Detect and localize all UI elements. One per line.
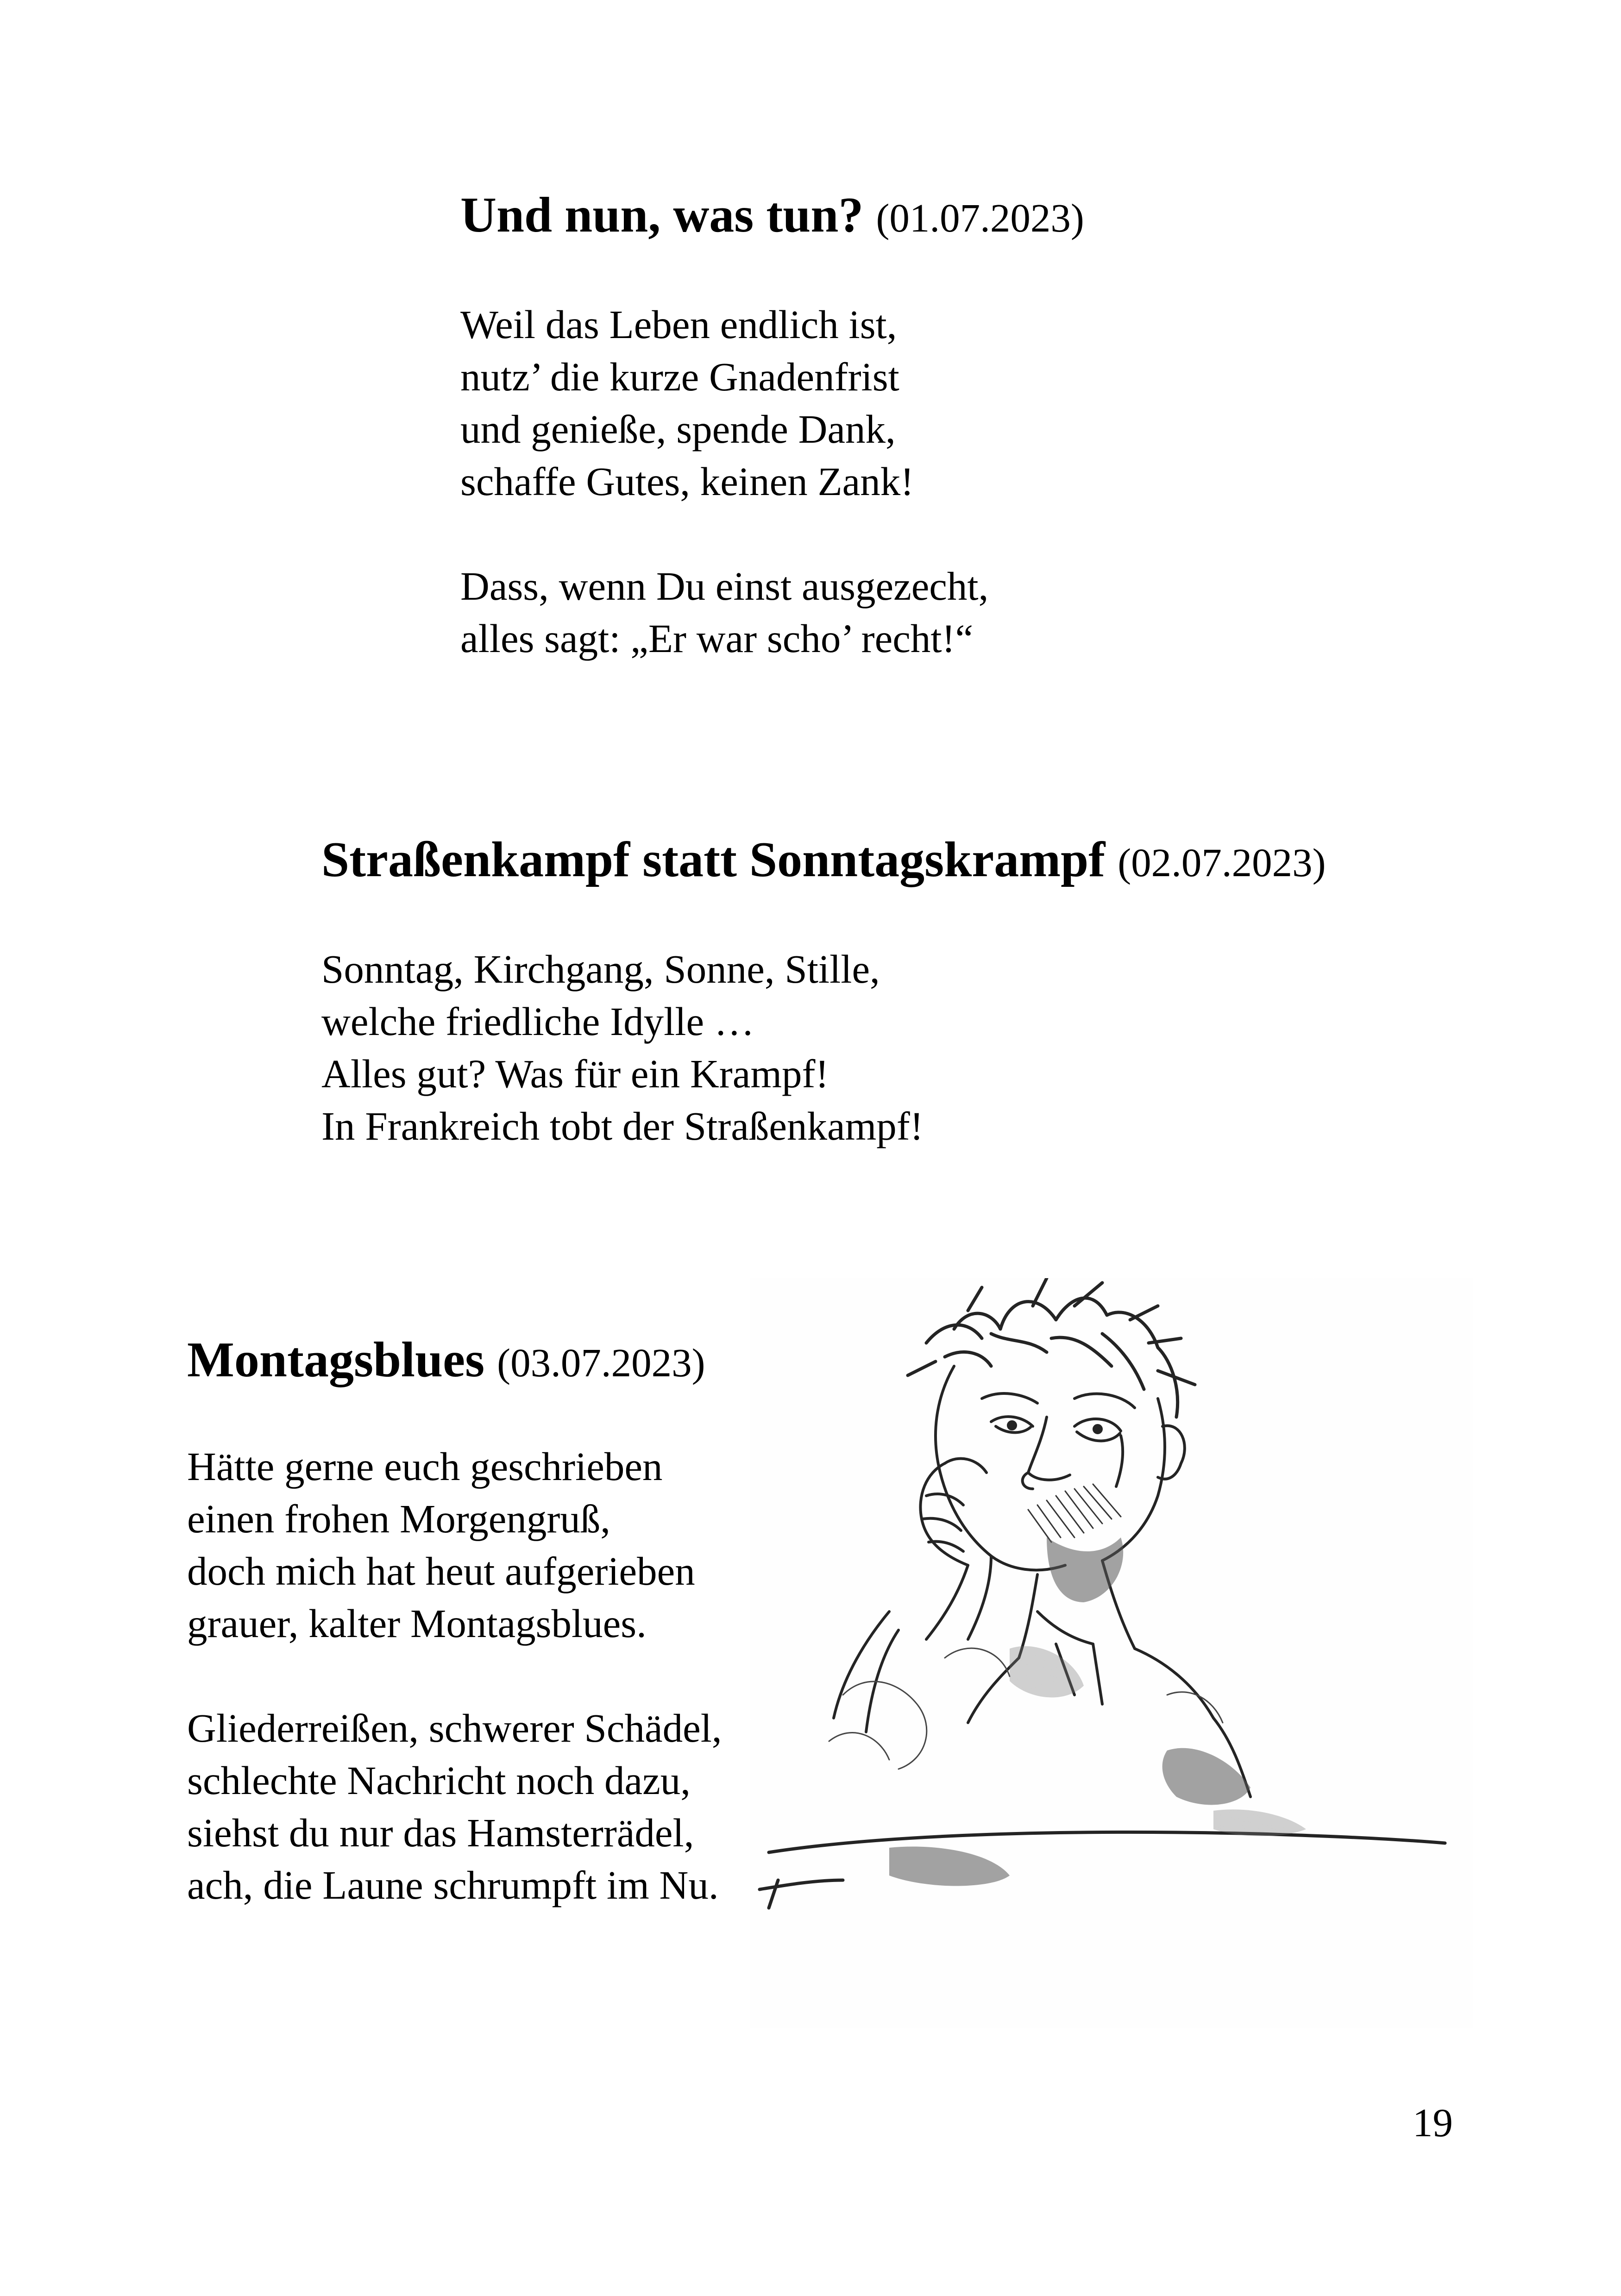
poem-date: (02.07.2023): [1118, 840, 1326, 885]
verse-line: schaffe Gutes, keinen Zank!: [460, 458, 914, 504]
sad-man-sketch-icon: [750, 1278, 1473, 2028]
verse-line: Alles gut? Was für ein Krampf!: [321, 1051, 829, 1096]
poem-montagsblues: [187, 1330, 722, 1911]
poem-date: (03.07.2023): [497, 1340, 705, 1385]
verse-line: doch mich hat heut aufgerieben: [187, 1548, 695, 1593]
verse-line: Dass, wenn Du einst ausgezecht,: [460, 563, 989, 609]
poem-title-text: Straßenkampf statt Sonntagskrampf: [321, 832, 1106, 887]
poem-title: [321, 830, 1326, 890]
poem-title: [460, 185, 1084, 245]
verse-line: nutz’ die kurze Gnadenfrist: [460, 354, 899, 399]
poem-title: [187, 1330, 722, 1390]
verse-line: siehst du nur das Hamsterrädel,: [187, 1810, 694, 1855]
stanza: [460, 560, 1084, 665]
poem-date: (01.07.2023): [876, 195, 1084, 240]
verse-line: alles sagt: „Er war scho’ recht!“: [460, 615, 974, 661]
poem-title-text: Und nun, was tun?: [460, 188, 864, 243]
stanza: [460, 298, 1084, 508]
stanza: [321, 943, 1326, 1152]
verse-line: Hätte gerne euch geschrieben: [187, 1443, 663, 1489]
verse-line: und genieße, spende Dank,: [460, 406, 896, 452]
verse-line: Sonntag, Kirchgang, Sonne, Stille,: [321, 946, 880, 991]
verse-line: einen frohen Morgengruß,: [187, 1496, 611, 1541]
poem-und-nun-was-tun: [460, 185, 1084, 665]
verse-line: In Frankreich tobt der Straßenkampf!: [321, 1103, 924, 1148]
poem-title-text: Montagsblues: [187, 1332, 485, 1387]
verse-line: ach, die Laune schrumpft im Nu.: [187, 1862, 719, 1907]
verse-line: grauer, kalter Montagsblues.: [187, 1600, 647, 1646]
verse-line: welche friedliche Idylle …: [321, 998, 754, 1044]
verse-line: Weil das Leben endlich ist,: [460, 301, 897, 347]
verse-line: schlechte Nachricht noch dazu,: [187, 1757, 691, 1803]
page-number: 19: [1413, 2100, 1453, 2145]
stanza: [187, 1440, 722, 1650]
poem-strassenkampf: [321, 830, 1326, 1152]
verse-line: Gliederreißen, schwerer Schädel,: [187, 1705, 722, 1750]
stanza: [187, 1702, 722, 1911]
